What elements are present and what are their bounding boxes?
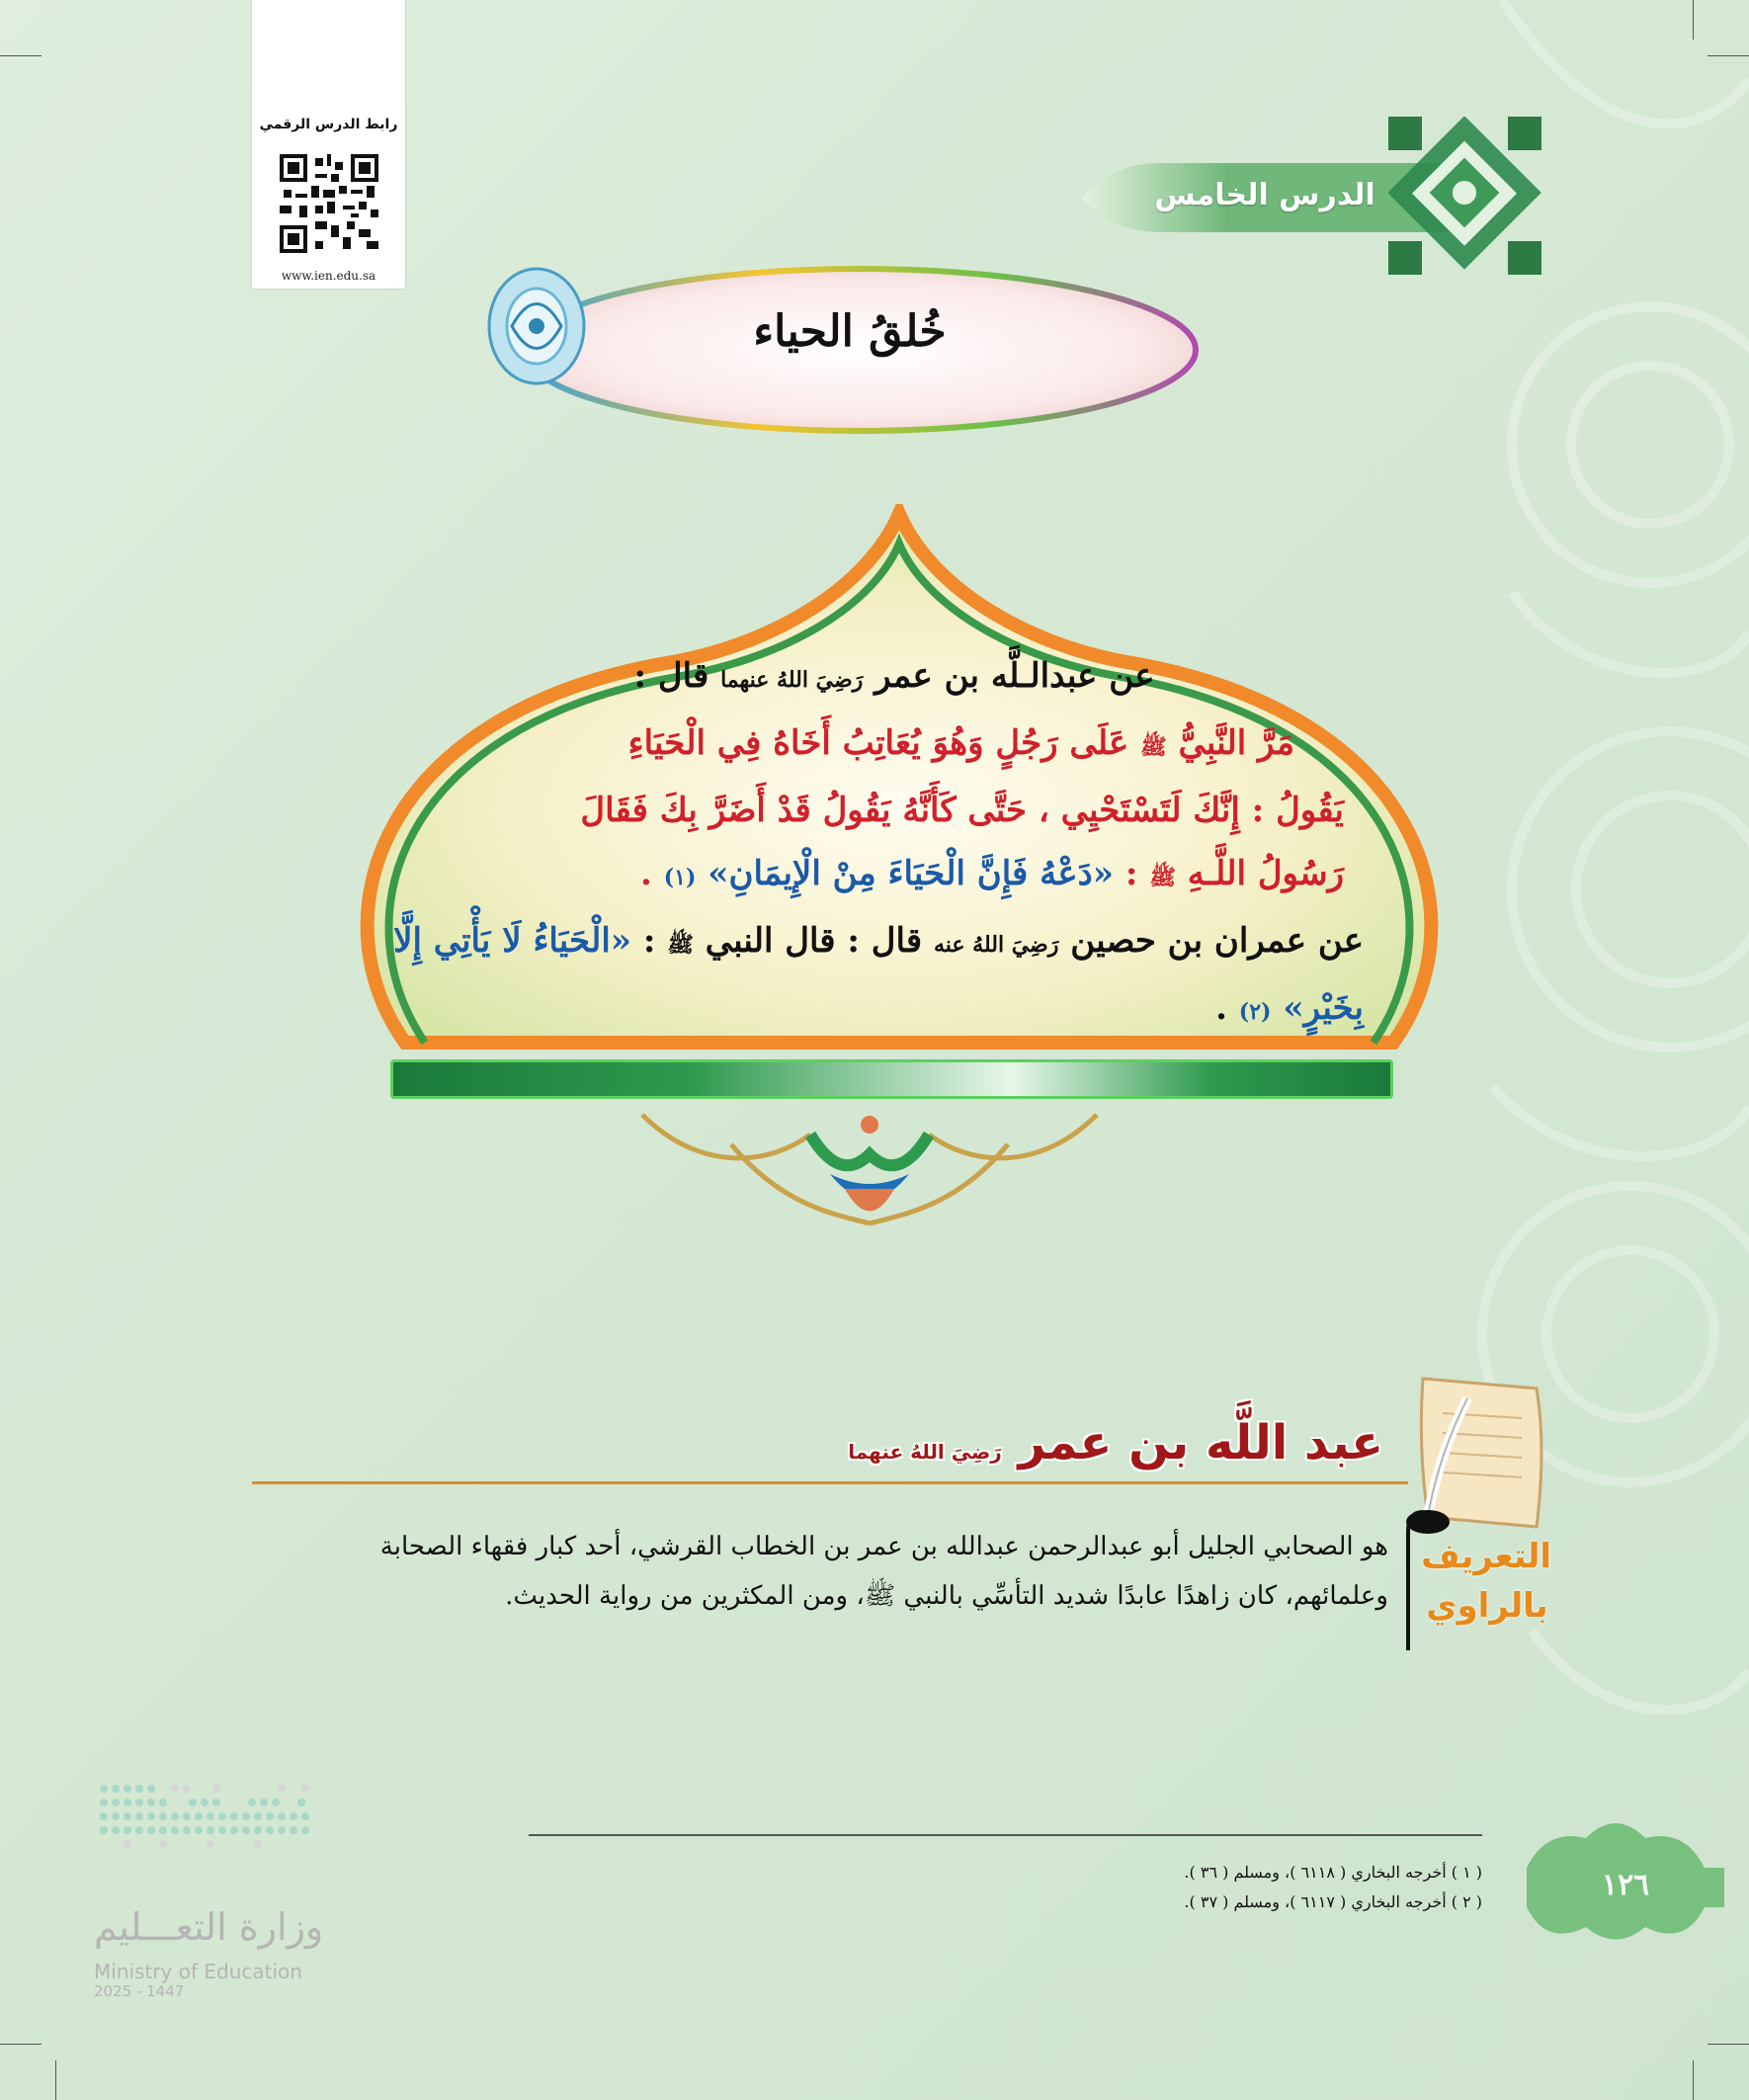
crop-mark [55,2060,56,2100]
lesson-label: الدرس الخامس [1154,178,1375,212]
ministry-year: 2025 - 1447 [94,1982,185,2000]
page-number: ١٢٦ [1601,1868,1650,1902]
hadith-line-1: مَرَّ النَّبِيُّ ﷺ عَلَى رَجُلٍ وَهُوَ يُعَاتِبُ أَخَاهُ فِي الْحَيَاءِ [627,723,1294,763]
hadith-block [393,644,1364,1044]
hadith-line-3: رَسُولُ اللَّـهِ ﷺ : «دَعْهُ فَإِنَّ الْحَيَاءَ مِنْ الْإِيمَانِ» (١) . [640,854,1344,893]
crop-mark [0,55,42,56]
narrator-tab-frame [1403,1502,1561,1660]
footnotes [692,1858,1482,1917]
hadith-line-2: يَقُولُ : إِنَّكَ لَتَسْتَحْيِي ، حَتَّى كَأَنَّهُ يَقُولُ قَدْ أَضَرَّ بِكَ فَقَالَ [580,791,1344,830]
narrator-tab-label-2: بالراوي [1426,1586,1548,1626]
qr-url: www.ien.edu.sa [281,269,376,283]
hadith-line-5: بِخَيْرٍ» (٢) . [1215,988,1364,1028]
hadith-bottom-ornament [613,1095,1126,1233]
footnote-rule [529,1834,1482,1836]
section-divider [252,1481,1408,1484]
hadith-intro-2: عن عمران بن حصين رَضِيَ اللهُ عنه قال : قال النبي ﷺ : «الْحَيَاءُ لَا يَأْتِي إِلَّا [393,921,1364,961]
crop-mark [0,2044,42,2045]
ministry-logo-icon [94,1779,321,1853]
bio-line-1: هو الصحابي الجليل أبو عبدالرحمن عبدالله بن عمر بن الخطاب القرشي، أحد كبار فقهاء الصحابة [379,1532,1388,1561]
ministry-name-english: Ministry of Education [94,1960,302,1983]
lesson-title: خُلقُ الحياء [753,306,947,357]
qr-code-icon[interactable] [280,148,378,259]
title-ornament-icon [482,262,591,390]
narrator-bio [252,1522,1388,1621]
footnote-2: ( ٢ ) أخرجه البخاري ( ٦١١٧ )، ومسلم ( ٣٧ ). [1184,1892,1482,1911]
lesson-corner-ornament [1388,117,1541,275]
qr-caption: رابط الدرس الرقمي [259,117,398,132]
hadith-intro-1: عن عبدالـلَّه بن عمر رَضِيَ اللهُ عنهما قال : [633,656,1155,696]
hadith-green-bar [390,1059,1393,1099]
qr-code-card[interactable] [252,0,405,289]
bio-line-2: وعلمائهم، كان زاهدًا عابدًا شديد التأسِّي بالنبي ﷺ، ومن المكثرين من رواية الحديث. [505,1581,1388,1611]
narrator-name: عبد اللَّه بن عمر رَضِيَ اللهُ عنهما [848,1415,1383,1470]
narrator-tab-label-1: التعريف [1421,1537,1551,1576]
ministry-name-arabic: وزارة التعـــليم [94,1905,324,1949]
footnote-1: ( ١ ) أخرجه البخاري ( ٦١١٨ )، ومسلم ( ٣٦ ). [1184,1863,1482,1882]
